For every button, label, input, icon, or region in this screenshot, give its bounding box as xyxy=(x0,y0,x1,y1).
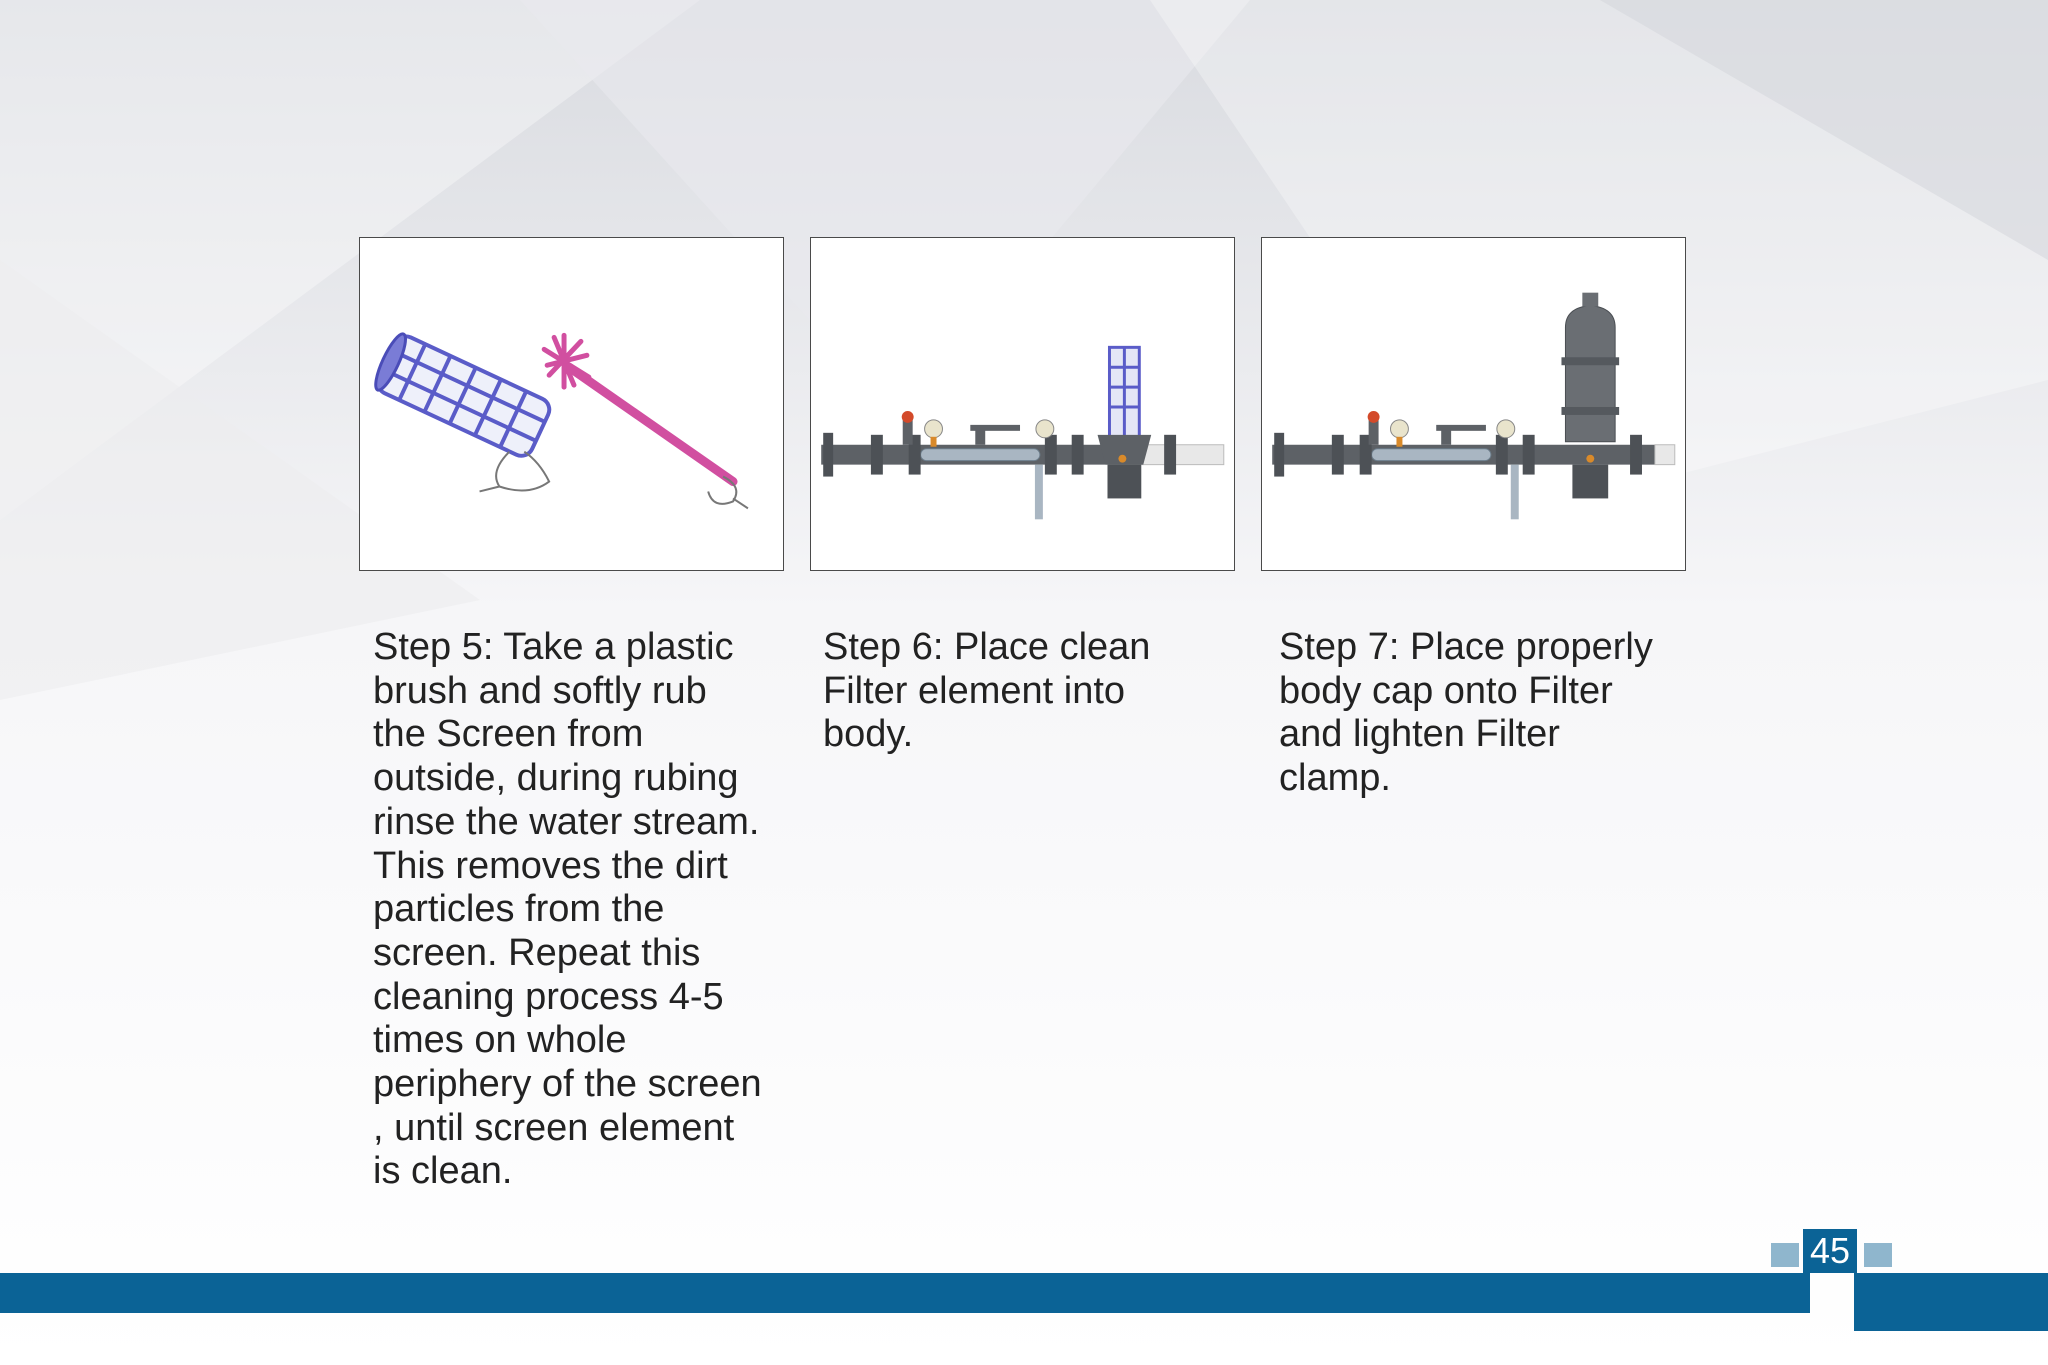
page-number: 45 xyxy=(1803,1229,1857,1273)
filter-body-cap-drawing xyxy=(1262,238,1685,570)
step-5-illustration xyxy=(359,237,784,571)
footer-bar xyxy=(0,1273,1810,1313)
step-7-text: Step 7: Place properly body cap onto Filter and lighten Filter clamp. xyxy=(1279,626,1653,800)
screen-brush-drawing xyxy=(360,238,783,570)
step-5-text: Step 5: Take a plastic brush and softly rub the Screen from outside, during rubing rinse the water stream. This removes the dirt particles from the screen. Repeat this cleaning process 4-5 times on whole periphery of the screen , until screen element is clean. xyxy=(373,626,762,1193)
footer-bar-right xyxy=(1854,1273,2048,1331)
filter-element-drawing xyxy=(811,238,1234,570)
page-number-decoration-left xyxy=(1771,1243,1799,1267)
page-number-decoration-right xyxy=(1864,1243,1892,1267)
step-6-text: Step 6: Place clean Filter element into body. xyxy=(823,626,1151,756)
step-6-illustration xyxy=(810,237,1235,571)
step-7-illustration xyxy=(1261,237,1686,571)
